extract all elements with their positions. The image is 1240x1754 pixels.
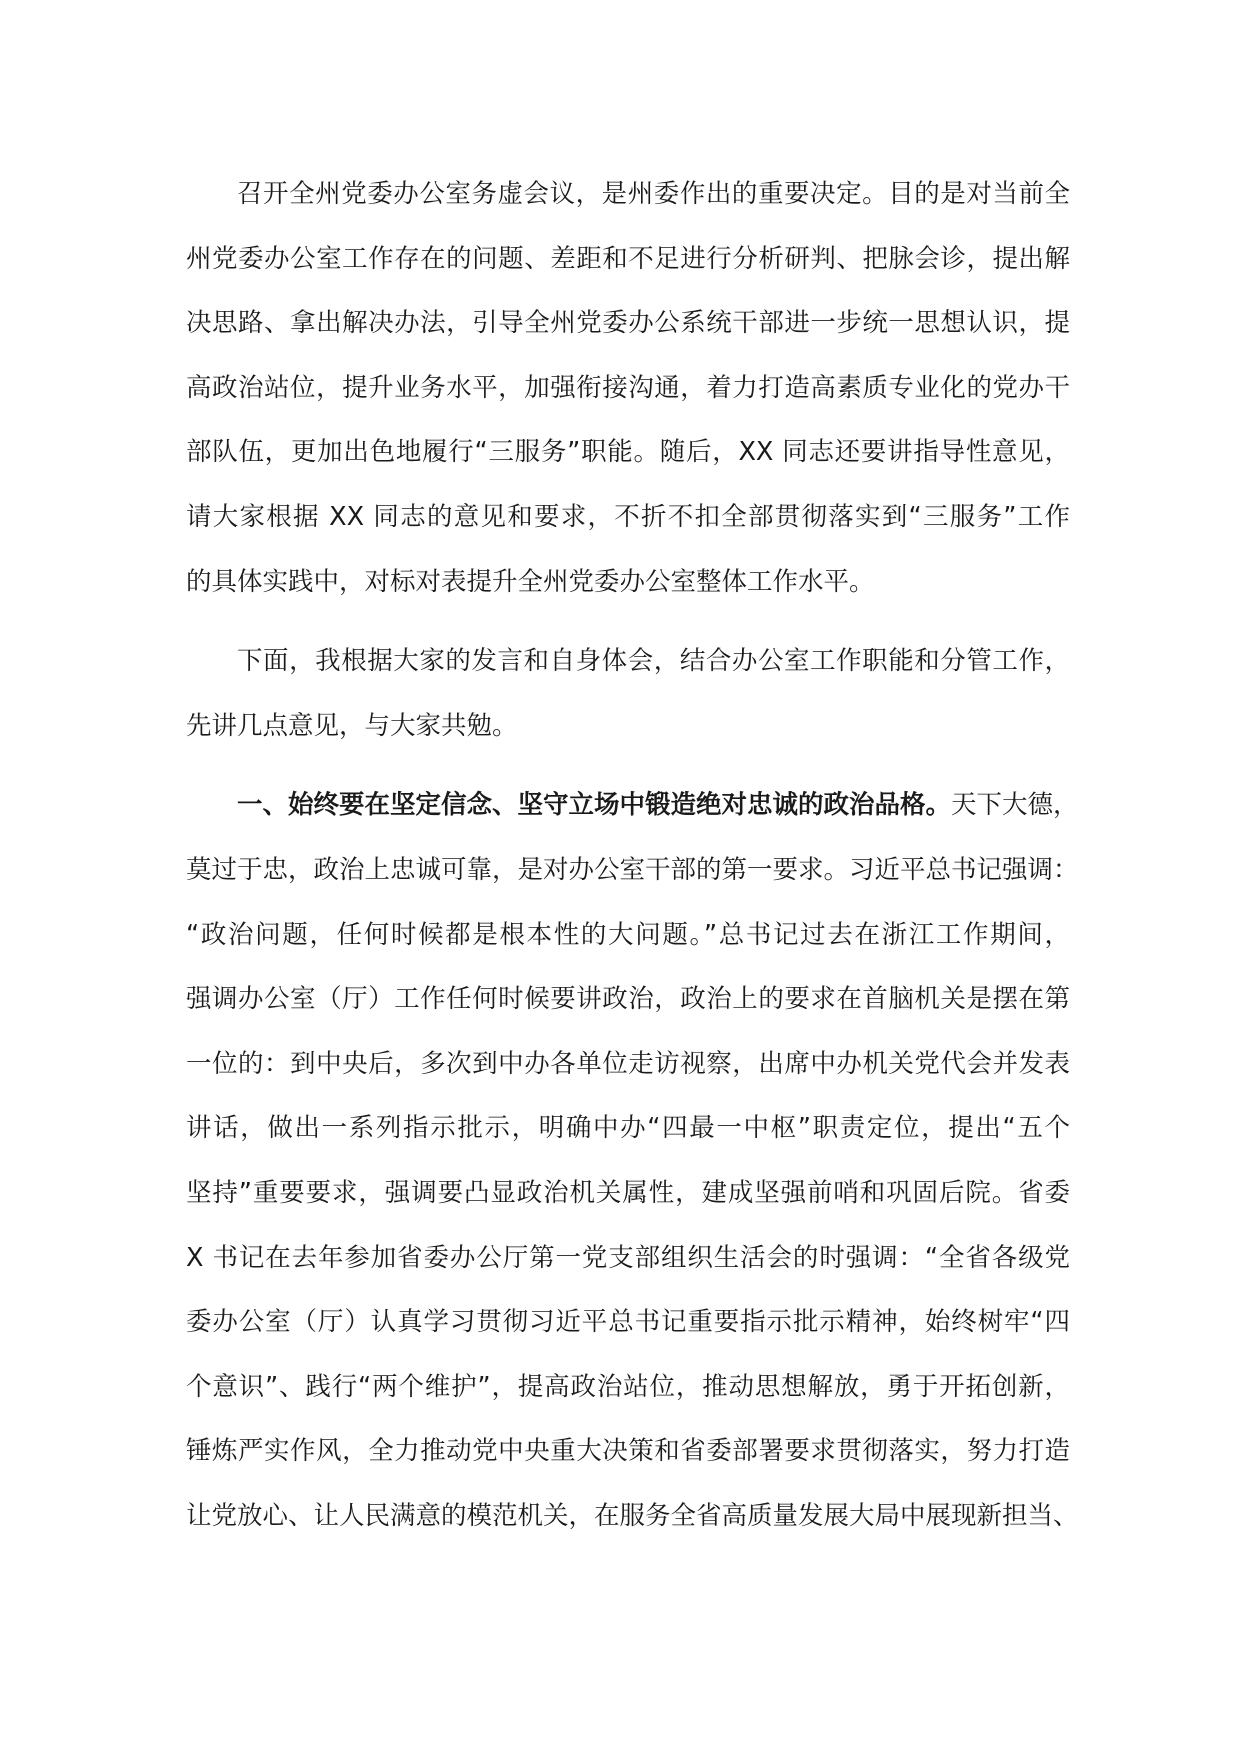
text-line: 让党放心、让人民满意的模范机关，在服务全省高质量发展大局中展现新担当、: [186, 1500, 1079, 1531]
text-line: “政治问题，任何时候都是根本性的大问题。”总书记过去在浙江工作期间，: [186, 919, 1070, 950]
text-line: 坚持”重要要求，强调要凸显政治机关属性，建成坚强前哨和巩固后院。省委: [186, 1177, 1070, 1208]
paragraph-spacer: [186, 614, 1070, 629]
text-line: 个意识”、践行“两个维护”，提高政治站位，推动思想解放，勇于开拓创新，: [186, 1371, 1070, 1402]
text-line: 召开全州党委办公室务虚会议，是州委作出的重要决定。目的是对当前全: [237, 179, 1070, 209]
text-line: 部队伍，更加出色地履行“三服务”职能。随后，XX 同志还要讲指导性意见，: [186, 437, 1070, 468]
document-body: [186, 162, 1079, 1548]
text-line: 锤炼严实作风，全力推动党中央重大决策和省委部署要求贯彻落实，努力打造: [186, 1436, 1070, 1467]
text-line: X 书记在去年参加省委办公厅第一党支部组织生活会的时强调：“全省各级党: [186, 1242, 1070, 1273]
text-line: 强调办公室（厅）工作任何时候要讲政治，政治上的要求在首脑机关是摆在第: [186, 984, 1070, 1015]
text-line: 州党委办公室工作存在的问题、差距和不足进行分析研判、把脉会诊，提出解: [186, 243, 1070, 274]
text-line: 决思路、拿出解决办法，引导全州党委办公系统干部进一步统一思想认识，提: [186, 308, 1070, 339]
heading-line-continuation: 天下大德，: [951, 790, 1079, 821]
text-line: 先讲几点意见，与大家共勉。: [186, 710, 518, 741]
text-line: 下面，我根据大家的发言和自身体会，结合办公室工作职能和分管工作，: [237, 646, 1070, 677]
paragraph-spacer: [186, 758, 1070, 773]
text-line: 高政治站位，提升业务水平，加强衔接沟通，着力打造高素质专业化的党办干: [186, 372, 1070, 403]
text-line: 请大家根据 XX 同志的意见和要求，不折不扣全部贯彻落实到“三服务”工作: [186, 501, 1070, 532]
text-line: 委办公室（厅）认真学习贯彻习近平总书记重要指示批示精神，始终树牢“四: [186, 1307, 1070, 1338]
text-line: [186, 773, 1079, 838]
paragraph-3: [186, 773, 1079, 1548]
text-line: 的具体实践中，对标对表提升全州党委办公室整体工作水平。: [186, 566, 875, 597]
section-heading: 一、始终要在坚定信念、坚守立场中锻造绝对忠诚的政治品格。: [237, 790, 952, 821]
text-line: 莫过于忠，政治上忠诚可靠，是对办公室干部的第一要求。习近平总书记强调：: [186, 854, 1079, 885]
paragraph-2: [186, 629, 1070, 758]
text-line: 讲话，做出一系列指示批示，明确中办“四最一中枢”职责定位，提出“五个: [186, 1113, 1070, 1144]
paragraph-1: [186, 162, 1070, 614]
text-line: 一位的：到中央后，多次到中办各单位走访视察，出席中办机关党代会并发表: [186, 1048, 1070, 1079]
